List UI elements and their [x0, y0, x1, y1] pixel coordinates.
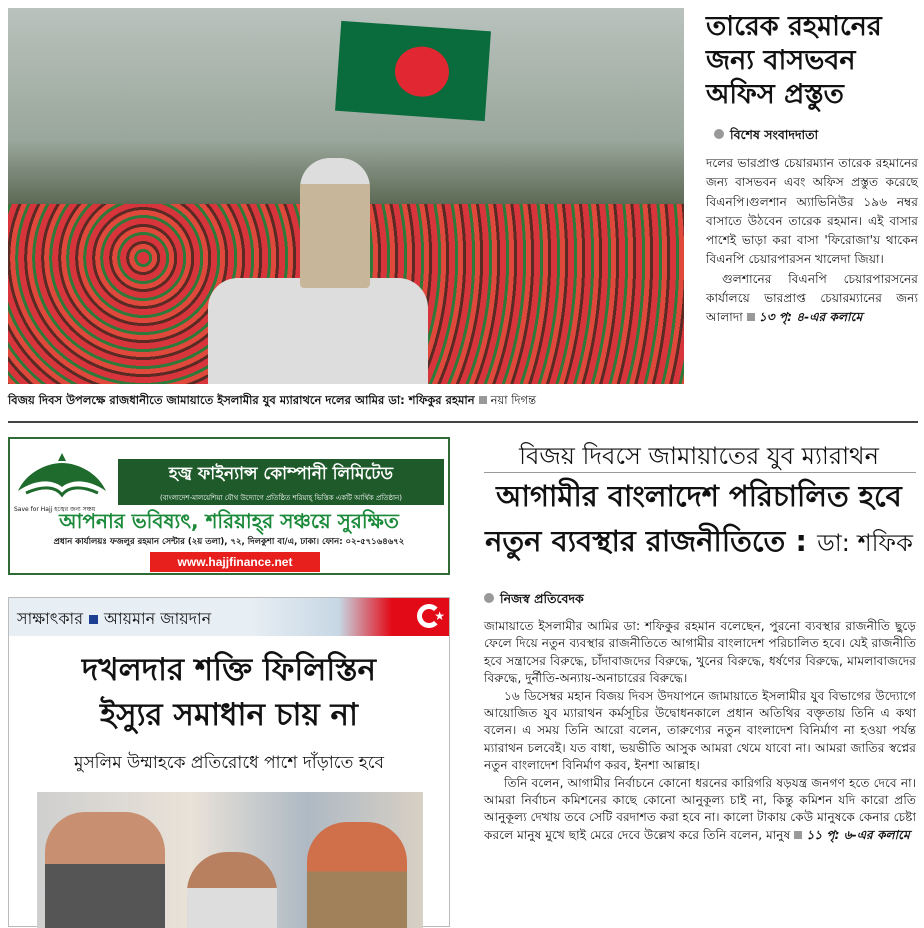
byline-text: বিশেষ সংবাদদাতা [730, 127, 819, 142]
caption-text: বিজয় দিবস উপলক্ষে রাজধানীতে জামায়াতে ইসলামীর যুব ম্যারাথনে দলের আমির ডা: শফিকুর রহমান [8, 393, 475, 407]
ad-subtitle: (বাংলাদেশ-মালয়েশিয়া যৌথ উদ্যোগে প্রতিষ্ঠিত শরিয়াহ্ ভিত্তিক একটি আর্থিক প্রতিষ্ঠান) [118, 491, 444, 505]
divider [484, 472, 916, 473]
continued-link[interactable]: ১৩ পৃ: ৪-এর কলামে [758, 310, 863, 325]
ad-url-link[interactable]: www.hajjfinance.net [150, 552, 320, 572]
interviewee-name: আয়মান জায়দান [104, 609, 212, 628]
bullet-icon [484, 593, 494, 603]
main-body [484, 618, 916, 844]
main-byline [484, 591, 584, 611]
paragraph-text: তিনি বলেন, আগামীর নির্বাচনে কোনো ধরনের কারিগরি ষড়যন্ত্র জনগণ হতে দেবে না। আমরা নির্বাচন কমিশনের কাছে কোনো আনুকূল্য চাই না, কিন্তু কমিশন যদি কারো প্রতি আনুকূল্য দেখায় তবে সেটি বরদাশত করা হবে না। কালো টাকায় কেউ মানুষকে কেনার চেষ্টা করলে মানুষ মুখে ছাই মেরে দেবে উল্লেখ করে তিনি বলেন, মানুষ [484, 775, 916, 842]
paragraph: দলের ভারপ্রাপ্ত চেয়ারম্যান তারেক রহমানের জন্য বাসভবন এবং অফিস প্রস্তুত করেছে বিএনপি।গুলশান অ্যাভিনিউর ১৯৬ নম্বর বাসাতে উঠবেন তারেক রহমান। এই বাসার পাশেই ভাড়া করা বাসা 'ফিরোজা'য় থাকেন বিএনপি চেয়ারপারসন খালেদা জিয়া। [706, 156, 918, 267]
side-byline [714, 127, 818, 147]
headline-line [480, 519, 918, 566]
interview-header-bar [9, 598, 449, 636]
paragraph [484, 775, 916, 845]
separator-icon [479, 396, 487, 404]
ad-slogan: আপনার ভবিষ্যৎ, শরিয়াহ্‌র সঞ্চয়ে সুরক্ষিত [59, 509, 399, 533]
star-icon: ★ [434, 609, 445, 623]
divider [8, 421, 918, 423]
paragraph-text: গুলশানের বিএনপি চেয়ারপারসনের কার্যালয়ে ভারপ্রাপ্ত চেয়ারম্যানের জন্য আলাদা [706, 271, 918, 325]
ad-address: প্রধান কার্যালয়ঃ ফজলুর রহমান সেন্টার (২য় তলা), ৭২, দিলকুশা বা/এ, ঢাকা। ফোন: ০২-৫৭১৬৪৬৭২ [53, 537, 405, 547]
photo-credit: নয়া দিগন্ত [490, 393, 537, 407]
separator-icon [794, 831, 802, 839]
headline-line: ইস্যুর সমাধান চায় না [99, 697, 359, 733]
paragraph [706, 270, 918, 328]
headline-line: দখলদার শক্তি ফিলিস্তিন [81, 652, 377, 688]
interview-photo [37, 792, 423, 928]
paragraph: জামায়াতে ইসলামীর আমির ডা: শফিকুর রহমান বলেছেন, পুরনো ব্যবস্থার রাজনীতি ছুড়ে ফেলে দিয়ে নতুন ব্যবস্থার রাজনীতিতে আগামীর বাংলাদেশ পরিচালিত হবে। যেই রাজনীতি হবে সন্ত্রাসের বিরুদ্ধে, চাঁদাবাজদের বিরুদ্ধে, খুনের বিরুদ্ধে, ধর্ষণের বিরুদ্ধে, মামলাবাজদের বিরুদ্ধে, দুর্নীতি-অন্যায়-অনাচারের বিরুদ্ধে। [484, 619, 916, 686]
headline-text: নতুন ব্যবস্থার রাজনীতিতে : [485, 524, 808, 558]
separator-icon [747, 313, 755, 321]
interview-headline [9, 648, 449, 738]
byline-text: নিজস্ব প্রতিবেদক [500, 591, 584, 606]
lead-photo [8, 8, 684, 384]
interview-label [17, 606, 211, 633]
side-body [706, 154, 918, 328]
section-label: সাক্ষাৎকার [17, 609, 83, 628]
paragraph: ১৬ ডিসেম্বর মহান বিজয় দিবস উদযাপনে জামায়াতে ইসলামীর যুব বিভাগের উদ্যোগে আয়োজিত যুব ম্যারাথন কর্মসূচির উদ্বোধনকালে প্রধান অতিথির বক্তৃতায় তিনি এ কথা বলেন। এ সময় তিনি আরো বলেন, তারুণ্যের নতুন বাংলাদেশ বিনির্মাণ না হওয়া পর্যন্ত ম্যারাথন চলবেই। যত বাধা, ভয়ভীতি আসুক আমরা থেমে যাবো না। আমরা জাতির স্বপ্নের নতুন বাংলাদেশ বিনির্মাণ করব, ইনশা আল্লাহ। [484, 688, 916, 773]
person-image [187, 852, 277, 928]
ad-tagline: Save for Hajj হজ্বের জন্য সঞ্চয় [14, 506, 96, 513]
headline-line: আগামীর বাংলাদেশ পরিচালিত হবে [496, 479, 902, 513]
main-kicker: বিজয় দিবসে জামায়াতের যুব ম্যারাথন [519, 442, 879, 470]
book-logo-icon [16, 449, 108, 499]
person-image [45, 812, 165, 928]
photo-caption [8, 392, 684, 411]
interview-subhead: মুসলিম উম্মাহকে প্রতিরোধে পাশে দাঁড়াতে হবে [74, 753, 384, 773]
interview-box[interactable] [8, 597, 450, 927]
bullet-icon [714, 129, 724, 139]
separator-icon [89, 615, 98, 624]
headline-speaker: ডা: শফিক [817, 529, 913, 557]
side-headline[interactable]: তারেক রহমানের জন্য বাসভবন অফিস প্রস্তুত [706, 11, 882, 110]
ad-company-name: হজ্ব ফাইন্যান্স কোম্পানী লিমিটেড [118, 459, 444, 491]
person-image [307, 822, 407, 928]
continued-link[interactable]: ১১ পৃ: ৬-এর কলামে [806, 827, 910, 842]
advertisement[interactable] [8, 437, 450, 575]
person-image [300, 158, 370, 288]
main-headline[interactable] [480, 474, 918, 566]
bangladesh-flag [335, 21, 491, 121]
vehicle-image [208, 278, 428, 384]
